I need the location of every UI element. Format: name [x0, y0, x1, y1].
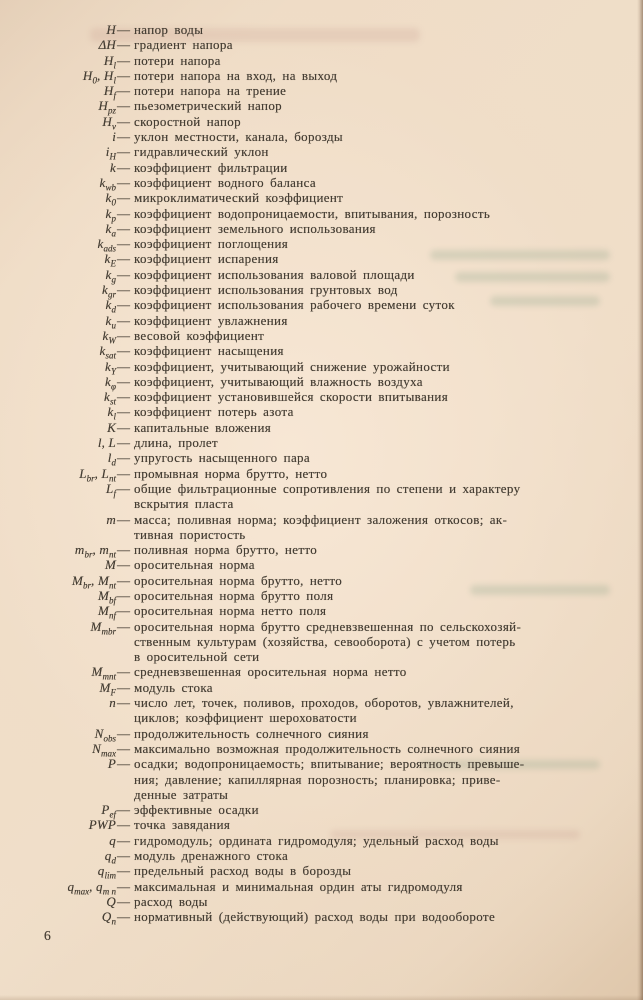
definition: [134, 879, 625, 894]
definition-line: коэффициент земельного использования: [134, 220, 376, 236]
dash-separator: —: [117, 113, 130, 129]
definition: [134, 542, 625, 557]
symbol-entry: [30, 450, 625, 468]
definition: [134, 512, 625, 543]
symbol: $H_{pz}$: [98, 98, 116, 117]
dash-separator: —: [117, 542, 130, 558]
symbol: $H_l$: [103, 52, 116, 71]
dash-separator: —: [117, 297, 130, 313]
dash-separator: —: [117, 327, 130, 343]
definition-line: микроклиматический коэффициент: [134, 190, 344, 206]
definition: [134, 98, 625, 113]
definition: [134, 160, 625, 175]
definition-line: расход воды: [134, 893, 208, 909]
definition-line: предельный расход воды в борозды: [134, 863, 352, 879]
symbol-entry: [30, 894, 625, 909]
symbol-entry: [30, 481, 625, 512]
definition: [134, 68, 625, 83]
symbol: $M_{nf}$: [97, 603, 116, 621]
symbol-entry: [30, 725, 625, 744]
symbol-entry: [30, 312, 625, 331]
symbol-entry: [30, 603, 625, 621]
definition-line: упругость насыщенного пара: [134, 450, 311, 466]
definition: [134, 802, 625, 817]
symbol: Q: [106, 893, 116, 909]
definition: [134, 481, 625, 512]
symbol-entry: [30, 373, 625, 392]
definition-line: длина, пролет: [134, 435, 219, 451]
definition-line: денные затраты: [134, 786, 229, 802]
dash-separator: —: [117, 389, 130, 405]
symbol: $N_{obs}$: [94, 725, 116, 744]
symbol: $L_{br}$, $L_{nt}$: [79, 465, 116, 484]
symbol-entry: [30, 619, 625, 665]
definition-line: капитальные вложения: [134, 419, 272, 435]
symbol: $k_g$: [105, 266, 116, 285]
definition-line: оросительная норма брутто, нетто: [134, 572, 343, 588]
symbol: $k_{sat}$: [99, 343, 116, 361]
definition: [134, 129, 625, 144]
symbol-entry: [30, 695, 625, 726]
definition-line: осадки; водопроницаемость; впитывание; вероятность превыше-: [134, 756, 525, 772]
symbol-entry: [30, 174, 625, 193]
dash-separator: —: [117, 618, 130, 634]
definition: [134, 848, 625, 863]
symbol: k: [110, 159, 116, 175]
definition-line: коэффициент, учитывающий влажность воздуха: [134, 373, 423, 389]
definition: [134, 435, 625, 450]
symbol: $H_0$, $H_l$: [82, 67, 116, 86]
symbol: H: [106, 22, 116, 37]
symbol: K: [107, 419, 116, 435]
definition-line: максимальная и минимальная ордин аты гидромодуля: [134, 878, 463, 894]
definition: [134, 114, 625, 129]
dash-separator: —: [117, 22, 130, 37]
definition-line: коэффициент установившейся скорости впитывания: [134, 389, 449, 405]
symbol-entry: [30, 205, 625, 224]
symbol: n: [109, 695, 116, 711]
dash-separator: —: [117, 190, 130, 206]
definition-line: коэффициент поглощения: [134, 236, 289, 252]
symbol: $Q_n$: [101, 909, 116, 927]
symbol: $k_Y$: [105, 358, 116, 377]
definition: [134, 83, 625, 98]
dash-separator: —: [117, 343, 130, 359]
dash-separator: —: [117, 863, 130, 879]
symbol-entry: [30, 83, 625, 101]
dash-separator: —: [117, 236, 130, 252]
dash-separator: —: [117, 373, 130, 389]
symbol-entry: [30, 251, 625, 270]
definition-line: оросительная норма брутто поля: [134, 587, 334, 603]
definition-line: потери напора: [134, 52, 221, 68]
definition: [134, 420, 625, 435]
symbol: $H_v$: [102, 113, 116, 132]
symbol-entry: [30, 909, 625, 927]
symbol-entry: [30, 22, 625, 37]
symbol-entry: [30, 113, 625, 132]
symbol: $k_W$: [102, 327, 116, 346]
definition-line: максимально возможная продолжительность солнечного сияния: [134, 740, 521, 756]
symbol: $k_a$: [105, 220, 116, 239]
definition-line: коэффициент использования рабочего времени суток: [134, 297, 455, 313]
definition-line: поливная норма брутто, нетто: [134, 542, 318, 558]
symbol-entry: [30, 297, 625, 315]
symbol: $k_{gr}$: [102, 282, 116, 300]
definition: [134, 756, 625, 802]
symbol-entry: [30, 435, 625, 450]
symbol-entry: [30, 664, 625, 683]
dash-separator: —: [117, 83, 130, 99]
definition: [134, 175, 625, 190]
dash-separator: —: [117, 450, 130, 466]
symbol: $k_d$: [105, 297, 116, 315]
definition: [134, 236, 625, 251]
definition-line: общие фильтрационные сопротивления по степени и характеру: [134, 480, 521, 496]
definition-line: коэффициент использования валовой площади: [134, 266, 415, 282]
definition: [134, 313, 625, 328]
dash-separator: —: [117, 587, 130, 603]
symbol: $M_F$: [99, 679, 116, 698]
definition-line: коэффициент насыщения: [134, 343, 284, 359]
symbol: $k_E$: [104, 251, 116, 270]
symbol: $k_l$: [107, 404, 116, 423]
dash-separator: —: [117, 664, 130, 680]
symbol-entry: [30, 878, 625, 897]
definition-line: средневзвешенная оросительная норма нетто: [134, 664, 407, 680]
dash-separator: —: [117, 266, 130, 282]
symbol: $k_0$: [105, 190, 116, 208]
symbol: $P_{ef}$: [101, 802, 116, 820]
dash-separator: —: [117, 695, 130, 711]
definition: [134, 206, 625, 221]
definition-line: в оросительной сети: [134, 649, 260, 665]
definition-line: оросительная норма брутто средневзвешенная по сельскохозяй-: [134, 618, 522, 634]
definition-line: циклов; коэффициент шероховатости: [134, 710, 357, 726]
definition-line: коэффициент испарения: [134, 251, 279, 267]
symbol-entry: [30, 817, 625, 832]
symbol-entry: [30, 740, 625, 759]
symbol-entry: [30, 756, 625, 802]
dash-separator: —: [117, 67, 130, 83]
dash-separator: —: [117, 312, 130, 328]
definition: [134, 374, 625, 389]
symbol-entry: [30, 572, 625, 591]
page-number: 6: [44, 928, 51, 943]
definition-line: коэффициент увлажнения: [134, 312, 288, 328]
dash-separator: —: [117, 37, 130, 53]
dash-separator: —: [117, 98, 130, 114]
symbol-entry: [30, 343, 625, 361]
definition-line: весовой коэффициент: [134, 327, 265, 343]
definition: [134, 726, 625, 741]
definition-line: тивная пористость: [134, 526, 246, 542]
symbol: q: [109, 832, 116, 848]
definition: [134, 53, 625, 68]
definition-line: продолжительность солнечного сияния: [134, 725, 369, 741]
symbol: M: [104, 557, 116, 573]
dash-separator: —: [117, 52, 130, 68]
definition: [134, 404, 625, 419]
definition: [134, 144, 625, 159]
symbol: l, L: [97, 435, 116, 451]
symbol: $M_{bf}$: [97, 587, 116, 606]
definition: [134, 817, 625, 832]
symbol-entry: [30, 389, 625, 407]
definition: [134, 466, 625, 481]
definition: [134, 573, 625, 588]
symbol-entry: [30, 37, 625, 52]
dash-separator: —: [117, 511, 130, 527]
symbol: $N_{max}$: [92, 740, 116, 759]
symbol-entry: [30, 863, 625, 881]
definition: [134, 221, 625, 236]
symbol-entry: [30, 404, 625, 423]
definition-line: уклон местности, канала, борозды: [134, 129, 344, 145]
symbol: $L_f$: [106, 480, 116, 499]
symbol-entry: [30, 557, 625, 572]
definition-line: коэффициент фильтрации: [134, 159, 288, 175]
definition: [134, 664, 625, 679]
definition-line: ственным культурам (хозяйства, севооборота) с учетом потерь: [134, 633, 516, 649]
symbol-entry: [30, 465, 625, 484]
dash-separator: —: [117, 480, 130, 496]
symbol: P: [107, 756, 116, 772]
definition: [134, 297, 625, 312]
dash-separator: —: [117, 878, 130, 894]
definition: [134, 695, 625, 726]
definition-line: масса; поливная норма; коэффициент заложения откосов; ак-: [134, 511, 508, 527]
definition: [134, 603, 625, 618]
symbol-entry: [30, 160, 625, 175]
dash-separator: —: [117, 572, 130, 588]
definition-line: коэффициент водного баланса: [134, 174, 316, 190]
page-right-edge-shadow: [637, 0, 643, 1000]
definition-line: ния; давление; капиллярная порозность; планировка; приве-: [134, 771, 501, 787]
definition: [134, 389, 625, 404]
symbol: $i_H$: [105, 144, 116, 162]
dash-separator: —: [117, 282, 130, 298]
definition-line: пьезометрический напор: [134, 98, 283, 114]
definition-line: вскрытия пласта: [134, 496, 234, 512]
dash-separator: —: [117, 129, 130, 145]
symbol: $k_u$: [105, 312, 116, 331]
definition-line: потери напора на трение: [134, 83, 287, 99]
definition: [134, 22, 625, 37]
symbol: $M_{mnt}$: [91, 664, 116, 683]
definition-line: оросительная норма нетто поля: [134, 603, 327, 619]
symbol-entry: [30, 129, 625, 144]
definition-line: оросительная норма: [134, 557, 255, 573]
symbol-entry: [30, 358, 625, 377]
symbol: PWP: [88, 817, 116, 833]
dash-separator: —: [117, 802, 130, 818]
definition: [134, 37, 625, 52]
definition: [134, 863, 625, 878]
dash-separator: —: [117, 679, 130, 695]
definition-line: коэффициент потерь азота: [134, 404, 294, 420]
dash-separator: —: [117, 893, 130, 909]
definition: [134, 251, 625, 266]
dash-separator: —: [117, 725, 130, 741]
symbol-entry: [30, 98, 625, 117]
symbol: $k_\varphi$: [105, 373, 116, 392]
definition: [134, 282, 625, 297]
definition: [134, 909, 625, 924]
dash-separator: —: [117, 205, 130, 221]
definition-line: напор воды: [134, 22, 204, 37]
dash-separator: —: [117, 419, 130, 435]
dash-separator: —: [117, 909, 130, 925]
symbol-entry: [30, 282, 625, 300]
symbol: $m_{br}$, $m_{nt}$: [74, 542, 116, 560]
definition: [134, 190, 625, 205]
definition: [134, 267, 625, 282]
definition-line: модуль дренажного стока: [134, 848, 289, 864]
definition-line: промывная норма брутто, нетто: [134, 465, 328, 481]
definition: [134, 557, 625, 572]
definition: [134, 619, 625, 665]
dash-separator: —: [117, 251, 130, 267]
definition-line: коэффициент водопроницаемости, впитывания, порозность: [134, 205, 491, 221]
symbol: i: [112, 129, 116, 145]
dash-separator: —: [117, 220, 130, 236]
symbol-entry: [30, 848, 625, 866]
symbol-entry: [30, 236, 625, 254]
symbol-entry: [30, 327, 625, 346]
dash-separator: —: [117, 159, 130, 175]
symbol: m: [106, 511, 116, 527]
definition-line: коэффициент, учитывающий снижение урожайности: [134, 358, 450, 374]
dash-separator: —: [117, 756, 130, 772]
dash-separator: —: [117, 832, 130, 848]
symbol-entry: [30, 833, 625, 848]
dash-separator: —: [117, 358, 130, 374]
dash-separator: —: [117, 848, 130, 864]
definition: [134, 343, 625, 358]
definition-line: градиент напора: [134, 37, 233, 53]
definition-line: модуль стока: [134, 679, 213, 695]
dash-separator: —: [117, 435, 130, 451]
symbol-entry: [30, 802, 625, 820]
definition: [134, 741, 625, 756]
page-bottom-edge-shadow: [0, 995, 643, 1000]
symbol: $H_f$: [103, 83, 116, 101]
dash-separator: —: [117, 144, 130, 160]
symbol-entry: [30, 542, 625, 560]
definition: [134, 450, 625, 465]
dash-separator: —: [117, 817, 130, 833]
dash-separator: —: [117, 740, 130, 756]
definition-line: эффективные осадки: [134, 802, 259, 818]
definition: [134, 588, 625, 603]
symbol-list: [30, 22, 625, 925]
dash-separator: —: [117, 557, 130, 573]
symbol-entry: [30, 266, 625, 285]
dash-separator: —: [117, 465, 130, 481]
symbol: $k_p$: [105, 205, 116, 224]
symbol: $q_{lim}$: [97, 863, 116, 881]
dash-separator: —: [117, 603, 130, 619]
symbol-entry: [30, 587, 625, 606]
symbol-entry: [30, 144, 625, 162]
symbol-entry: [30, 679, 625, 698]
definition-line: точка завядания: [134, 817, 231, 833]
symbol: $k_{st}$: [104, 389, 116, 407]
symbol-entry: [30, 420, 625, 435]
definition-line: нормативный (действующий) расход воды при водообороте: [134, 909, 496, 925]
definition: [134, 680, 625, 695]
symbol-entry: [30, 52, 625, 71]
symbol-entry: [30, 67, 625, 86]
dash-separator: —: [117, 174, 130, 190]
definition-line: гидромодуль; ордината гидромодуля; удельный расход воды: [134, 832, 499, 848]
definition-line: гидравлический уклон: [134, 144, 269, 160]
symbol: $k_{ads}$: [97, 236, 116, 254]
definition-line: число лет, точек, поливов, проходов, оборотов, увлажнителей,: [134, 695, 514, 711]
symbol: $k_{wb}$: [99, 174, 116, 193]
symbol-entry: [30, 190, 625, 208]
symbol-entry: [30, 512, 625, 543]
symbol-entry: [30, 220, 625, 239]
symbol: $l_d$: [107, 450, 116, 468]
symbol: $M_{br}$, $M_{nt}$: [72, 572, 116, 591]
definition: [134, 894, 625, 909]
dash-separator: —: [117, 404, 130, 420]
symbol: $q_d$: [104, 848, 116, 866]
definition-line: коэффициент использования грунтовых вод: [134, 282, 398, 298]
definition-line: потери напора на вход, на выход: [134, 67, 338, 83]
symbol: $M_{mbr}$: [90, 618, 116, 637]
definition-line: скоростной напор: [134, 113, 241, 129]
symbol: ΔH: [98, 37, 116, 53]
definition: [134, 359, 625, 374]
definition: [134, 328, 625, 343]
definition: [134, 833, 625, 848]
symbol: $q_{max}$, $q_{m n}$: [67, 878, 116, 897]
